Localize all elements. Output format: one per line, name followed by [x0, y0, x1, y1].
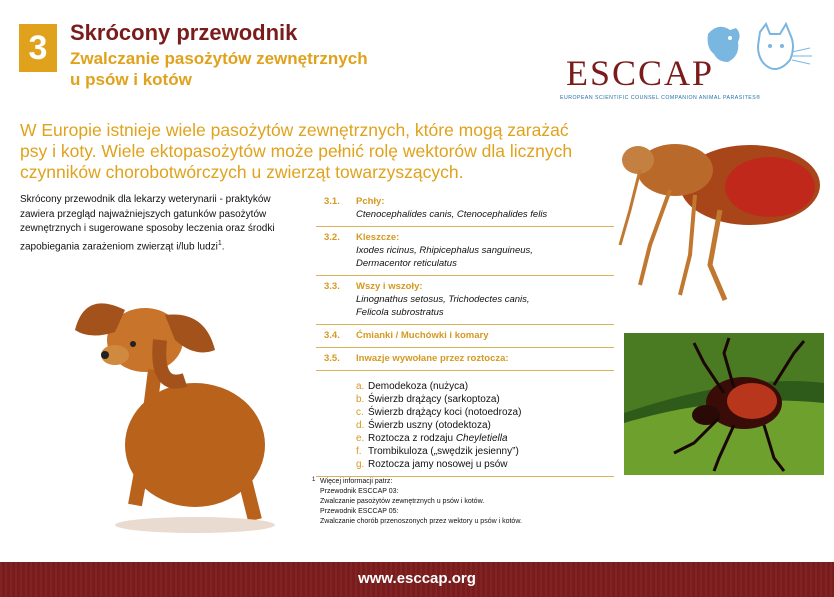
sections-list [316, 191, 614, 477]
section-3-5 [316, 348, 614, 371]
section-3-3 [316, 276, 614, 325]
section-title: Inwazje wywołane przez roztocza: [356, 353, 509, 364]
footnote-line: Więcej informacji patrz: [320, 478, 393, 485]
dog-cat-logo-icon [700, 22, 820, 94]
lead-paragraph: Skrócony przewodnik dla lekarzy weterynarii - praktyków zawiera przegląd najważniejszych gatunków pasożytów zewnętrznych i sugerowane sposoby leczenia oraz środki zapobiegania zarażeniom zwierząt i/lub ludzi$^1$. [20, 194, 275, 252]
lead-text: Skrócony przewodnik dla lekarzy weterynarii - praktyków zawiera przegląd najważniejszych gatunków pasożytów zewnętrznych i sugerowane sposoby leczenia oraz środki zapobiegania zarażeniom zwierząt i/lub ludzi [20, 194, 275, 252]
footer-bar [0, 562, 834, 597]
list-item: f. Trombikuloza („swędzik jesienny”) [356, 446, 519, 457]
list-item: c. Świerzb drążący koci (notoedroza) [356, 407, 522, 418]
section-title: Pchły: [356, 196, 385, 207]
section-number: 3.4. [324, 330, 340, 341]
mites-list [316, 371, 614, 477]
website-link[interactable]: www.esccap.org [358, 570, 476, 587]
section-species: Ctenocephalides canis, Ctenocephalides felis [356, 209, 548, 220]
page-subtitle-line1: Zwalczanie pasożytów zewnętrznych [70, 49, 368, 68]
list-item: b. Świerzb drążący (sarkoptoza) [356, 394, 500, 405]
section-number-badge: 3 [19, 24, 57, 72]
section-species: Linognathus setosus, Trichodectes canis, [356, 294, 530, 305]
footnote-line: Zwalczanie chorób przenoszonych przez wektory u psów i kotów. [320, 518, 522, 525]
footnote-mark: 1 [312, 477, 316, 483]
esccap-logo-text: ESCCAP [566, 53, 715, 93]
list-item: a. Demodekoza (nużyca) [356, 381, 469, 392]
section-number: 3.5. [324, 353, 340, 364]
list-item: g. Roztocza jamy nosowej u psów [356, 459, 508, 470]
footnote [320, 477, 620, 527]
intro-paragraph: W Europie istnieje wiele pasożytów zewnętrznych, które mogą zarażać psy i koty. Wiele ektopasożytów może pełnić rolę wektorów dla licznych czynników chorobotwórczych u zwierząt towarzyszących. [20, 120, 573, 182]
section-3-2 [316, 227, 614, 276]
lead-footnote-ref: 1 [217, 239, 222, 247]
section-title: Ćmianki / Muchówki i komary [356, 330, 489, 341]
list-item: d. Świerzb uszny (otodektoza) [356, 420, 491, 431]
section-3-1 [316, 191, 614, 227]
section-number: 3.3. [324, 281, 340, 292]
section-number: 3.2. [324, 232, 340, 243]
section-species: Dermacentor reticulatus [356, 258, 457, 269]
section-3-4 [316, 325, 614, 348]
tick-photo [624, 333, 824, 475]
section-number: 3.1. [324, 196, 340, 207]
section-species: Ixodes ricinus, Rhipicephalus sanguineus, [356, 245, 533, 256]
section-title: Wszy i wszoły: [356, 281, 423, 292]
page-subtitle-line2: u psów i kotów [70, 70, 192, 89]
footnote-line: Przewodnik ESCCAP 03: [320, 488, 399, 495]
page-title: Skrócony przewodnik [70, 20, 298, 45]
dog-scratching-photo [45, 270, 290, 540]
list-item: e. Roztocza z rodzaju Cheyletiella [356, 433, 508, 444]
flea-photo [610, 115, 825, 305]
footnote-line: Zwalczanie pasożytów zewnętrznych u psów i kotów. [320, 498, 485, 505]
section-species: Felicola subrostratus [356, 307, 444, 318]
footnote-line: Przewodnik ESCCAP 05: [320, 508, 399, 515]
section-title: Kleszcze: [356, 232, 400, 243]
esccap-logo-tagline: EUROPEAN SCIENTIFIC COUNSEL COMPANION ANIMAL PARASITES® [560, 95, 761, 101]
